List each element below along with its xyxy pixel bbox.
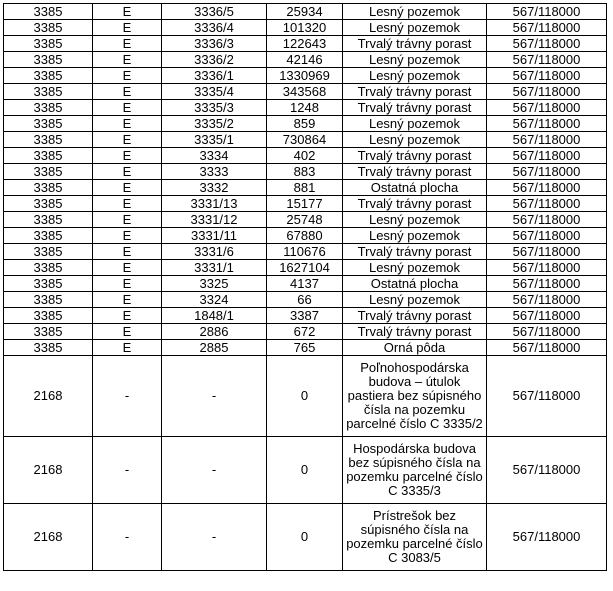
cell-lv-number: 3385: [4, 68, 93, 84]
cell-area: 4137: [267, 276, 343, 292]
cell-land-use: Lesný pozemok: [343, 20, 487, 36]
cell-share: 567/118000: [487, 276, 607, 292]
cell-lv-number: 3385: [4, 180, 93, 196]
cell-register: E: [93, 324, 162, 340]
cell-parcel-number: 3325: [162, 276, 267, 292]
cell-land-use: Trvalý trávny porast: [343, 84, 487, 100]
cell-land-use: Lesný pozemok: [343, 228, 487, 244]
table-row: [4, 20, 607, 36]
cell-register: E: [93, 308, 162, 324]
cell-land-use: Trvalý trávny porast: [343, 164, 487, 180]
cell-land-use: Lesný pozemok: [343, 132, 487, 148]
cell-parcel-number: 3336/3: [162, 36, 267, 52]
cell-land-use: Prístrešok bez súpisného čísla na pozemku parcelné číslo C 3083/5: [343, 504, 487, 571]
cell-register: E: [93, 100, 162, 116]
cell-parcel-number: -: [162, 437, 267, 504]
cell-area: 859: [267, 116, 343, 132]
cell-land-use: Trvalý trávny porast: [343, 36, 487, 52]
cell-parcel-number: 2885: [162, 340, 267, 356]
cell-register: E: [93, 164, 162, 180]
cell-share: 567/118000: [487, 148, 607, 164]
cell-land-use: Lesný pozemok: [343, 4, 487, 20]
cell-lv-number: 3385: [4, 276, 93, 292]
table-row: [4, 196, 607, 212]
cell-share: 567/118000: [487, 340, 607, 356]
cell-area: 66: [267, 292, 343, 308]
cell-area: 67880: [267, 228, 343, 244]
cell-land-use: Trvalý trávny porast: [343, 244, 487, 260]
cell-parcel-number: 3332: [162, 180, 267, 196]
cell-register: E: [93, 20, 162, 36]
cell-parcel-number: 3331/1: [162, 260, 267, 276]
cell-area: 101320: [267, 20, 343, 36]
cell-parcel-number: 3336/5: [162, 4, 267, 20]
cell-register: E: [93, 228, 162, 244]
cell-land-use: Poľnohospodárska budova – útulok pastiera bez súpisného čísla na pozemku parcelné číslo C 3335/2: [343, 356, 487, 437]
cell-share: 567/118000: [487, 164, 607, 180]
cell-share: 567/118000: [487, 244, 607, 260]
cell-register: E: [93, 340, 162, 356]
cell-area: 402: [267, 148, 343, 164]
cell-lv-number: 3385: [4, 324, 93, 340]
cell-area: 343568: [267, 84, 343, 100]
cell-land-use: Trvalý trávny porast: [343, 100, 487, 116]
cell-lv-number: 3385: [4, 100, 93, 116]
cell-register: E: [93, 180, 162, 196]
cell-area: 0: [267, 356, 343, 437]
cell-register: E: [93, 276, 162, 292]
cell-land-use: Lesný pozemok: [343, 52, 487, 68]
cell-register: E: [93, 244, 162, 260]
table-row: [4, 4, 607, 20]
cell-register: E: [93, 84, 162, 100]
cell-area: 1627104: [267, 260, 343, 276]
cell-parcel-number: -: [162, 504, 267, 571]
cell-lv-number: 3385: [4, 52, 93, 68]
cell-share: 567/118000: [487, 116, 607, 132]
cell-lv-number: 2168: [4, 356, 93, 437]
cell-area: 672: [267, 324, 343, 340]
cell-lv-number: 3385: [4, 196, 93, 212]
cell-register: E: [93, 36, 162, 52]
table-row: [4, 116, 607, 132]
cell-lv-number: 2168: [4, 437, 93, 504]
cell-area: 15177: [267, 196, 343, 212]
cell-lv-number: 3385: [4, 116, 93, 132]
cell-share: 567/118000: [487, 180, 607, 196]
cell-lv-number: 3385: [4, 20, 93, 36]
cell-parcel-number: 3335/3: [162, 100, 267, 116]
cell-parcel-number: 3336/2: [162, 52, 267, 68]
cell-share: 567/118000: [487, 84, 607, 100]
cell-area: 730864: [267, 132, 343, 148]
cell-land-use: Ostatná plocha: [343, 276, 487, 292]
table-row: [4, 228, 607, 244]
cell-lv-number: 3385: [4, 164, 93, 180]
table-row: [4, 36, 607, 52]
cell-area: 881: [267, 180, 343, 196]
table-row: [4, 212, 607, 228]
cell-area: 1248: [267, 100, 343, 116]
cell-share: 567/118000: [487, 212, 607, 228]
cell-lv-number: 3385: [4, 340, 93, 356]
cell-area: 3387: [267, 308, 343, 324]
cell-parcel-number: 3331/11: [162, 228, 267, 244]
cell-register: -: [93, 437, 162, 504]
cell-parcel-number: 3331/6: [162, 244, 267, 260]
cell-register: E: [93, 260, 162, 276]
land-parcel-table: [3, 3, 607, 571]
cell-lv-number: 3385: [4, 244, 93, 260]
cell-register: E: [93, 292, 162, 308]
cell-lv-number: 3385: [4, 212, 93, 228]
cell-share: 567/118000: [487, 196, 607, 212]
cell-land-use: Trvalý trávny porast: [343, 324, 487, 340]
cell-share: 567/118000: [487, 132, 607, 148]
cell-lv-number: 3385: [4, 4, 93, 20]
table-row: [4, 260, 607, 276]
cell-parcel-number: 3331/13: [162, 196, 267, 212]
cell-share: 567/118000: [487, 68, 607, 84]
cell-register: -: [93, 504, 162, 571]
cell-lv-number: 3385: [4, 228, 93, 244]
cell-parcel-number: 3336/1: [162, 68, 267, 84]
table-row: [4, 164, 607, 180]
table-row: [4, 276, 607, 292]
cell-land-use: Lesný pozemok: [343, 116, 487, 132]
cell-area: 1330969: [267, 68, 343, 84]
cell-share: 567/118000: [487, 292, 607, 308]
cell-share: 567/118000: [487, 504, 607, 571]
cell-lv-number: 3385: [4, 132, 93, 148]
cell-register: E: [93, 196, 162, 212]
table-row: [4, 68, 607, 84]
cell-share: 567/118000: [487, 100, 607, 116]
cell-share: 567/118000: [487, 260, 607, 276]
cell-lv-number: 3385: [4, 260, 93, 276]
cell-register: E: [93, 212, 162, 228]
table-row: [4, 52, 607, 68]
cell-share: 567/118000: [487, 324, 607, 340]
cell-land-use: Lesný pozemok: [343, 292, 487, 308]
cell-share: 567/118000: [487, 36, 607, 52]
cell-share: 567/118000: [487, 228, 607, 244]
table-row: [4, 132, 607, 148]
table-row: [4, 292, 607, 308]
cell-parcel-number: 3336/4: [162, 20, 267, 36]
cell-land-use: Ostatná plocha: [343, 180, 487, 196]
cell-land-use: Lesný pozemok: [343, 260, 487, 276]
cell-lv-number: 3385: [4, 308, 93, 324]
cell-parcel-number: 3324: [162, 292, 267, 308]
cell-register: E: [93, 132, 162, 148]
cell-register: E: [93, 52, 162, 68]
cell-land-use: Orná pôda: [343, 340, 487, 356]
cell-area: 883: [267, 164, 343, 180]
cell-share: 567/118000: [487, 4, 607, 20]
cell-land-use: Lesný pozemok: [343, 68, 487, 84]
cell-area: 110676: [267, 244, 343, 260]
cell-register: E: [93, 68, 162, 84]
cell-parcel-number: 3335/2: [162, 116, 267, 132]
cell-land-use: Hospodárska budova bez súpisného čísla na pozemku parcelné číslo C 3335/3: [343, 437, 487, 504]
cell-register: E: [93, 148, 162, 164]
table-row: [4, 356, 607, 437]
table-row: [4, 340, 607, 356]
table-row: [4, 504, 607, 571]
table-body: [4, 4, 607, 571]
cell-parcel-number: 3331/12: [162, 212, 267, 228]
table-row: [4, 100, 607, 116]
table-row: [4, 437, 607, 504]
cell-parcel-number: 3335/1: [162, 132, 267, 148]
cell-share: 567/118000: [487, 308, 607, 324]
cell-share: 567/118000: [487, 20, 607, 36]
table-row: [4, 244, 607, 260]
cell-area: 42146: [267, 52, 343, 68]
cell-lv-number: 2168: [4, 504, 93, 571]
table-row: [4, 84, 607, 100]
cell-area: 765: [267, 340, 343, 356]
cell-lv-number: 3385: [4, 292, 93, 308]
cell-register: E: [93, 116, 162, 132]
cell-parcel-number: 3333: [162, 164, 267, 180]
cell-parcel-number: -: [162, 356, 267, 437]
cell-lv-number: 3385: [4, 84, 93, 100]
cell-share: 567/118000: [487, 437, 607, 504]
cell-share: 567/118000: [487, 356, 607, 437]
cell-area: 122643: [267, 36, 343, 52]
cell-parcel-number: 3334: [162, 148, 267, 164]
cell-area: 0: [267, 437, 343, 504]
table-row: [4, 148, 607, 164]
cell-lv-number: 3385: [4, 148, 93, 164]
table-row: [4, 308, 607, 324]
table-row: [4, 180, 607, 196]
table-row: [4, 324, 607, 340]
cell-lv-number: 3385: [4, 36, 93, 52]
cell-land-use: Trvalý trávny porast: [343, 148, 487, 164]
cell-area: 25748: [267, 212, 343, 228]
cell-land-use: Lesný pozemok: [343, 212, 487, 228]
cell-share: 567/118000: [487, 52, 607, 68]
cell-parcel-number: 3335/4: [162, 84, 267, 100]
cell-area: 0: [267, 504, 343, 571]
cell-land-use: Trvalý trávny porast: [343, 308, 487, 324]
cell-parcel-number: 2886: [162, 324, 267, 340]
cell-register: E: [93, 4, 162, 20]
cell-land-use: Trvalý trávny porast: [343, 196, 487, 212]
cell-area: 25934: [267, 4, 343, 20]
cell-parcel-number: 1848/1: [162, 308, 267, 324]
cell-register: -: [93, 356, 162, 437]
